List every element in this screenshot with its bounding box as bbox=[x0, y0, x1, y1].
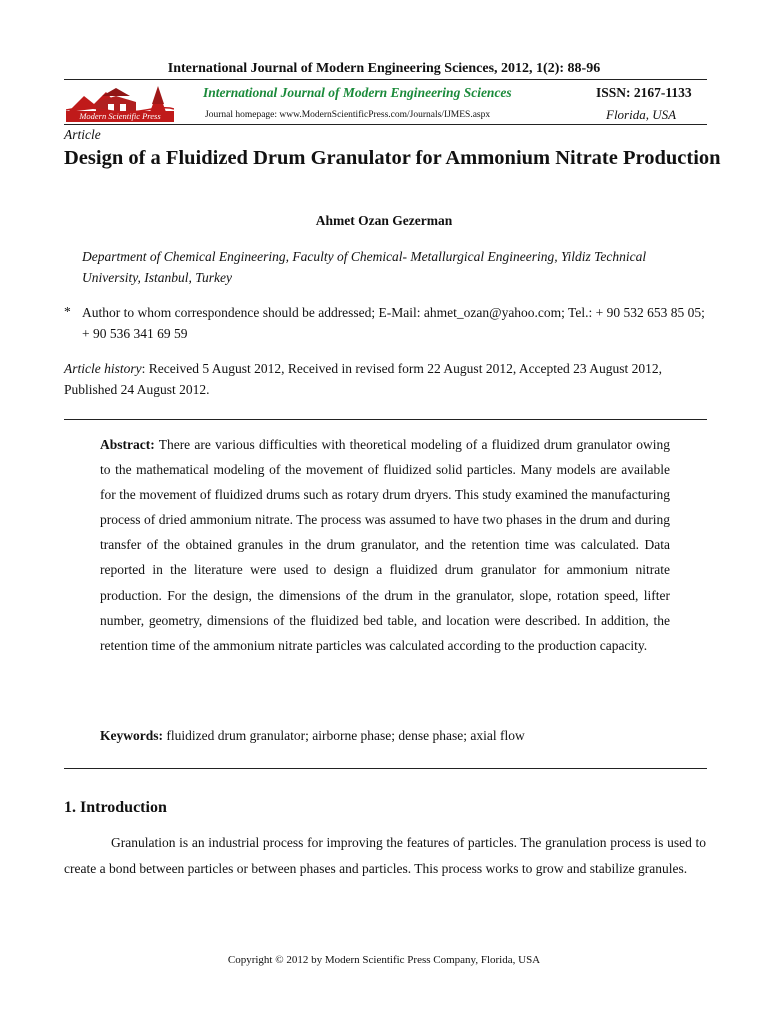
publisher-logo-text: Modern Scientific Press bbox=[66, 111, 174, 122]
introduction-paragraph: Granulation is an industrial process for improving the features of particles. The granulation process is used to create a bond between particles or between phases and particles. This process works to grow and stabilize granules. bbox=[64, 835, 706, 876]
article-history-text: : Received 5 August 2012, Received in revised form 22 August 2012, Accepted 23 August 2012, Published 24 August 2012. bbox=[64, 361, 663, 397]
author-affiliation: Department of Chemical Engineering, Faculty of Chemical- Metallurgical Engineering, Yildiz Technical University, Istanbul, Turkey bbox=[82, 249, 647, 285]
section-heading-introduction: 1. Introduction bbox=[64, 799, 167, 816]
article-type: Article bbox=[64, 127, 101, 142]
abstract-rule-bottom bbox=[64, 768, 707, 769]
article-history bbox=[64, 358, 704, 400]
journal-citation: International Journal of Modern Engineering Sciences, 2012, 1(2): 88-96 bbox=[167, 61, 601, 76]
article-title: Design of a Fluidized Drum Granulator for Ammonium Nitrate Production bbox=[64, 147, 721, 169]
article-history-label: Article history bbox=[64, 361, 142, 376]
keywords bbox=[100, 728, 700, 744]
keywords-text: fluidized drum granulator; airborne phase; dense phase; axial flow bbox=[166, 728, 525, 743]
publisher-location: Florida, USA bbox=[606, 107, 677, 122]
article-author: Ahmet Ozan Gezerman bbox=[315, 213, 453, 228]
correspondence-note: Author to whom correspondence should be addressed; E-Mail: ahmet_ozan@yahoo.com; Tel.: + 90 532 653 85 05; + 90 536 341 69 59 bbox=[82, 305, 705, 341]
abstract bbox=[100, 432, 670, 658]
keywords-label: Keywords: bbox=[100, 728, 163, 743]
abstract-text: There are various difficulties with theoretical modeling of a fluidized drum granulator owing to the mathematical modeling of the movement of fluidized solid particles. Many models are available for the movement of fluidized drums such as rotary drum dryers. This study examined the manufacturing process of dried ammonium nitrate. The process was assumed to have two phases in the drum and during transfer of the obtained granules in the drum granulator, and the retention time was calculated. Data reported in the literature were used to design a fluidized drum granulator for ammonium nitrate production. For the design, the dimensions of the drum in the granulator, slope, rotation speed, lifter number, geometry, dimensions of the fluidized bed table, and location were described. In addition, the retention time of the ammonium nitrate particles was calculated according to the production capacity. bbox=[100, 437, 670, 653]
copyright-footer: Copyright © 2012 by Modern Scientific Press Company, Florida, USA bbox=[227, 954, 541, 966]
abstract-rule-top bbox=[64, 419, 707, 420]
header-rule-top bbox=[64, 79, 707, 80]
journal-name: International Journal of Modern Engineering Sciences bbox=[203, 85, 512, 100]
header-rule-bottom bbox=[64, 124, 707, 125]
correspondence-marker: * bbox=[64, 304, 71, 319]
journal-homepage[interactable]: Journal homepage: www.ModernScientificPress.com/Journals/IJMES.aspx bbox=[205, 110, 491, 120]
issn: ISSN: 2167-1133 bbox=[596, 85, 692, 100]
abstract-label: Abstract: bbox=[100, 437, 155, 452]
